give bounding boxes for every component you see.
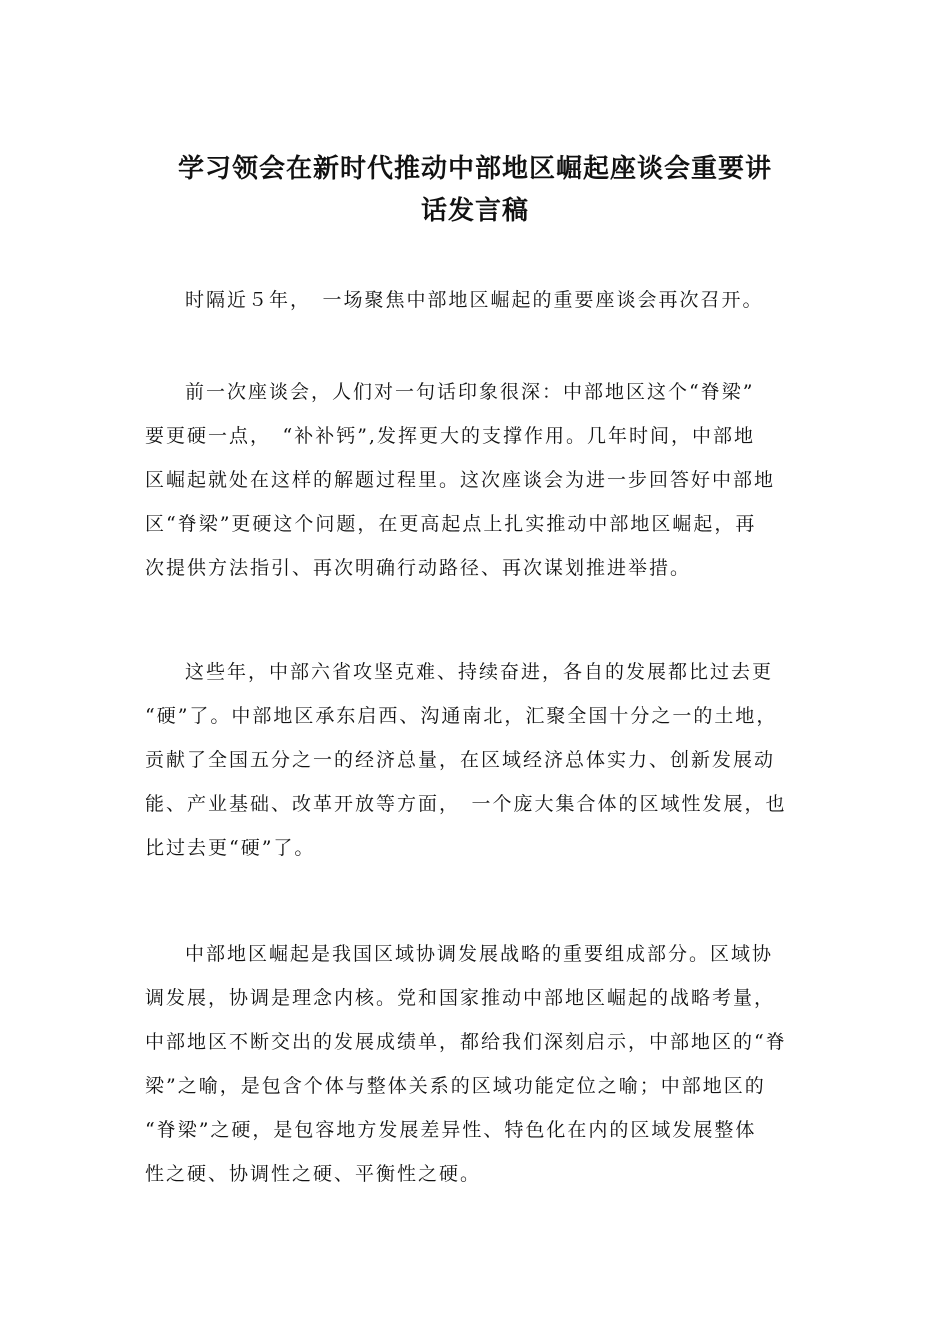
paragraph-2	[145, 370, 825, 590]
paragraph-line: 贡献了全国五分之一的经济总量，在区域经济总体实力、创新发展动	[145, 749, 776, 771]
paragraph-line: 这些年，中部六省攻坚克难、持续奋进，各自的发展都比过去更	[185, 661, 774, 683]
paragraph-line: 区崛起就处在这样的解题过程里。这次座谈会为进一步回答好中部地	[145, 469, 776, 491]
paragraph-4	[145, 932, 825, 1196]
paragraph-line: 能、产业基础、改革开放等方面， 一个庞大集合体的区域性发展，也	[145, 793, 787, 815]
paragraph-line: 时隔近５年， 一场聚焦中部地区崛起的重要座谈会再次召开。	[185, 289, 764, 311]
paragraph-line: 前一次座谈会，人们对一句话印象很深：中部地区这个“脊梁”	[185, 381, 755, 403]
paragraph-line: 次提供方法指引、再次明确行动路径、再次谋划推进举措。	[145, 557, 692, 579]
paragraph-line: 要更硬一点， “补补钙”,发挥更大的支撑作用。几年时间，中部地	[145, 425, 755, 447]
paragraph-line: 区“脊梁”更硬这个问题，在更高起点上扎实推动中部地区崛起，再	[145, 513, 757, 535]
title-line-1: 学习领会在新时代推动中部地区崛起座谈会重要讲	[177, 154, 772, 184]
paragraph-1	[145, 278, 825, 322]
paragraph-line: “硬”了。中部地区承东启西、沟通南北，汇聚全国十分之一的土地，	[145, 705, 778, 727]
paragraph-line: 中部地区崛起是我国区域协调发展战略的重要组成部分。区域协	[185, 943, 774, 965]
paragraph-line: 性之硬、协调性之硬、平衡性之硬。	[145, 1163, 482, 1185]
paragraph-line: 中部地区不断交出的发展成绩单，都给我们深刻启示，中部地区的“脊	[145, 1031, 787, 1053]
document-title	[120, 148, 830, 232]
paragraph-line: “脊梁”之硬，是包容地方发展差异性、特色化在内的区域发展整体	[145, 1119, 757, 1141]
paragraph-line: 调发展，协调是理念内核。党和国家推动中部地区崛起的战略考量，	[145, 987, 776, 1009]
paragraph-line: 比过去更“硬”了。	[145, 837, 316, 859]
paragraph-line: 梁”之喻，是包含个体与整体关系的区域功能定位之喻；中部地区的	[145, 1075, 766, 1097]
title-line-2: 话发言稿	[420, 196, 529, 226]
paragraph-3	[145, 650, 825, 870]
